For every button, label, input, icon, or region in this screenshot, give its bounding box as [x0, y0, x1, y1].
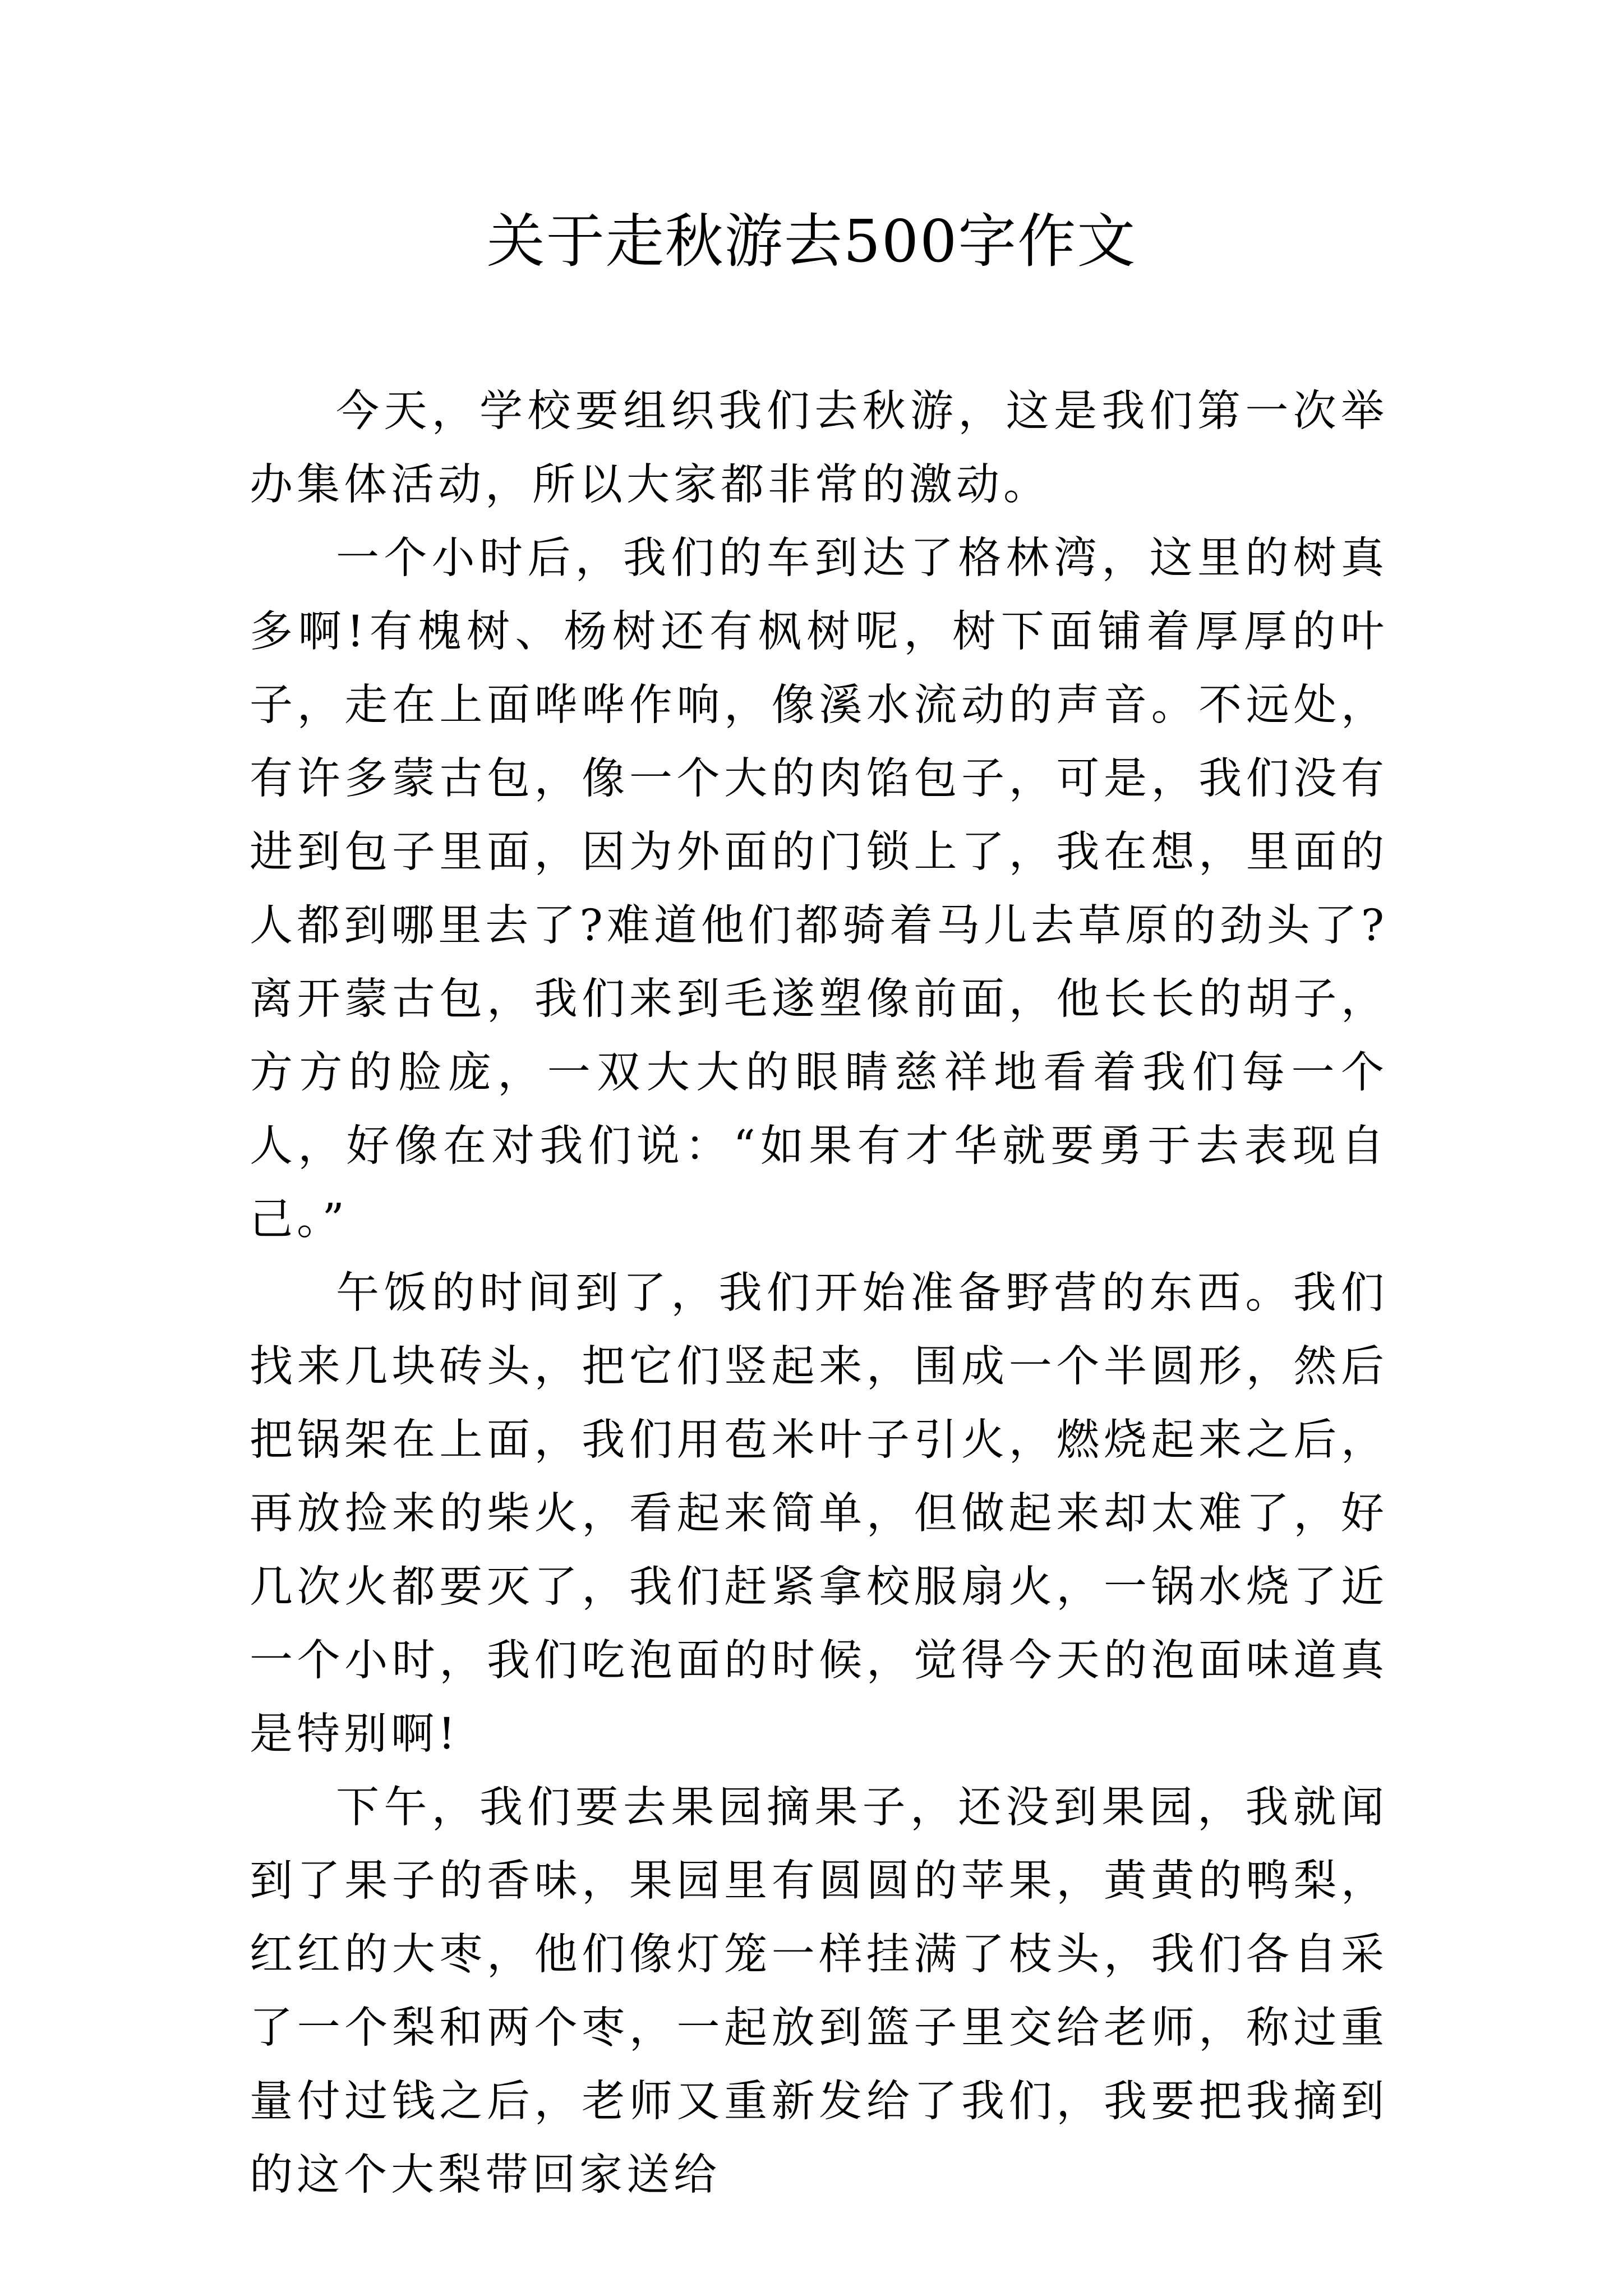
document-title: 关于走秋游去500字作文	[486, 207, 1137, 275]
paragraph-3: 午饭的时间到了，我们开始准备野营的东西。我们找来几块砖头，把它们竖起来，围成一个半圆形，然后把锅架在上面，我们用苞米叶子引火，燃烧起来之后，再放捡来的柴火，看起来简单，但做起来却太难了，好几次火都要灭了，我们赶紧拿校服扇火，一锅水烧了近一个小时，我们吃泡面的时候，觉得今天的泡面味道真是特别啊!	[250, 1268, 1388, 1759]
paragraph-4: 下午，我们要去果园摘果子，还没到果园，我就闻到了果子的香味，果园里有圆圆的苹果，黄黄的鸭梨，红红的大枣，他们像灯笼一样挂满了枝头，我们各自采了一个梨和两个枣，一起放到篮子里交给老师，称过重量付过钱之后，老师又重新发给了我们，我要把我摘到的这个大梨带回家送给	[250, 1783, 1388, 2200]
paragraph-1: 今天，学校要组织我们去秋游，这是我们第一次举办集体活动，所以大家都非常的激动。	[250, 386, 1388, 510]
paragraph-2: 一个小时后，我们的车到达了格林湾，这里的树真多啊!有槐树、杨树还有枫树呢，树下面铺着厚厚的叶子，走在上面哗哗作响，像溪水流动的声音。不远处，有许多蒙古包，像一个大的肉馅包子，可是，我们没有进到包子里面，因为外面的门锁上了，我在想，里面的人都到哪里去了?难道他们都骑着马儿去草原的劲头了?离开蒙古包，我们来到毛遂塑像前面，他长长的胡子，方方的脸庞，一双大大的眼睛慈祥地看着我们每一个人，好像在对我们说：“如果有才华就要勇于去表现自己。”	[250, 533, 1388, 1245]
document-body	[250, 375, 1388, 2212]
